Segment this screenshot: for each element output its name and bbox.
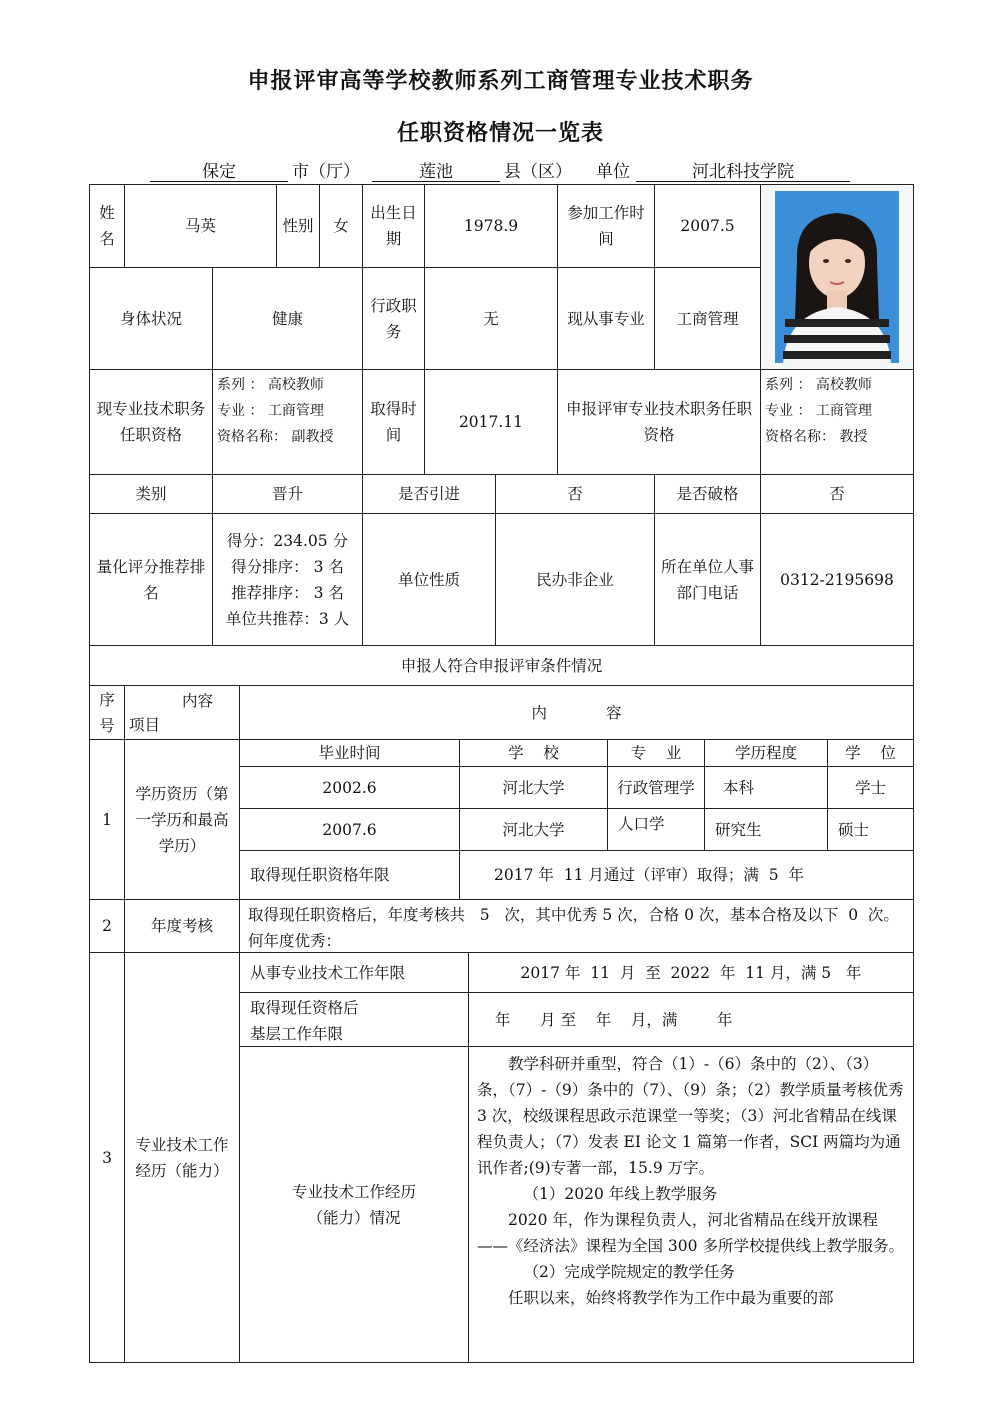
detail-label-line2: （能力）情况 [307, 1208, 401, 1227]
detail-paragraph: （1）2020 年线上教学服务 [523, 1185, 718, 1203]
city-value: 保定 [150, 157, 288, 182]
term-label: 取得现任职资格年限 [240, 851, 460, 900]
document-title-line2: 任职资格情况一览表 [396, 121, 604, 146]
work-start-label: 参加工作时间 [558, 185, 655, 268]
major-label: 现从事专业 [558, 268, 655, 370]
gender-value: 女 [320, 185, 363, 268]
edu-header-level: 学历程度 [705, 740, 828, 767]
apply-qualification-label: 申报评审专业技术职务任职资格 [558, 370, 761, 475]
current-series: 系列 ： 高校教师 [217, 377, 324, 393]
experience-no: 3 [90, 953, 125, 1363]
phone-value: 0312-2195698 [761, 514, 914, 646]
obtain-value: 2017.11 [425, 370, 558, 475]
detail-label [240, 1047, 469, 1363]
apply-series: 系列 ： 高校教师 [765, 377, 872, 393]
detail-label-line1: 专业技术工作经历 [291, 1182, 416, 1201]
introduced-label: 是否引进 [363, 475, 496, 514]
exception-label: 是否破格 [655, 475, 761, 514]
detail-paragraph: （2）完成学院规定的教学任务 [523, 1263, 735, 1281]
grassroots-label [240, 993, 469, 1047]
current-title: 资格名称： 副教授 [217, 429, 334, 445]
applicant-photo [761, 185, 914, 370]
category-value: 晋升 [213, 475, 363, 514]
term-value: 2017 年 11 月通过（评审）取得；满 5 年 [460, 851, 914, 900]
unit-recommend-count: 单位共推荐：3 人 [225, 609, 350, 628]
edu-header-school: 学 校 [460, 740, 608, 767]
edu-row2-school: 河北大学 [460, 809, 608, 851]
document-title-line1: 申报评审高等学校教师系列工商管理专业技术职务 [247, 69, 754, 94]
score-label: 量化评分推荐排名 [90, 514, 213, 646]
col-header-item [125, 686, 240, 740]
county-suffix: 县（区） [504, 162, 572, 182]
edu-header-major: 专 业 [608, 740, 705, 767]
score-rank: 得分排序： 3 名 [231, 557, 344, 576]
work-years-label: 从事专业技术工作年限 [240, 953, 469, 993]
qualification-table [89, 184, 914, 1363]
annual-text: 取得现任职资格后，年度考核共 5 次，其中优秀 5 次，合格 0 次，基本合格及以下 0 次。何年度优秀： [240, 900, 914, 953]
admin-value: 无 [425, 268, 558, 370]
obtain-label: 取得时间 [363, 370, 425, 475]
grassroots-label-line2: 基层工作年限 [250, 1025, 344, 1043]
detail-text [469, 1047, 914, 1363]
health-value: 健康 [213, 268, 363, 370]
county-value: 莲池 [372, 157, 500, 182]
experience-label: 专业技术工作经历（能力） [125, 953, 240, 1363]
conditions-section-title: 申报人符合申报评审条件情况 [90, 646, 914, 686]
edu-row1-major: 行政管理学 [608, 767, 705, 809]
unit-type-value: 民办非企业 [496, 514, 655, 646]
edu-row1-level: 本科 [705, 767, 828, 809]
edu-row1-school: 河北大学 [460, 767, 608, 809]
health-label: 身体状况 [90, 268, 213, 370]
apply-major: 专业 ： 工商管理 [765, 403, 872, 419]
unit-label: 单位 [596, 162, 630, 182]
exception-value: 否 [761, 475, 914, 514]
grassroots-label-line1: 取得现任资格后 [250, 999, 359, 1017]
grassroots-value: 年 月 至 年 月，满 年 [469, 993, 914, 1047]
edu-row2-major: 人口学 [608, 809, 705, 851]
work-years-value: 2017 年 11 月 至 2022 年 11 月，满 5 年 [469, 953, 914, 993]
current-qualification-label: 现专业技术职务任职资格 [90, 370, 213, 475]
detail-paragraph: 任职以来，始终将教学作为工作中最为重要的部 [508, 1289, 834, 1307]
current-major: 专业 ： 工商管理 [217, 403, 324, 419]
education-label: 学历资历（第一学历和最高学历） [125, 740, 240, 900]
admin-label: 行政职务 [363, 268, 425, 370]
work-start-value: 2007.5 [655, 185, 761, 268]
score-value [213, 514, 363, 646]
edu-row2-graduation: 2007.6 [240, 809, 460, 851]
score-points: 得分：234.05 分 [226, 531, 349, 550]
portrait-image [775, 191, 899, 363]
phone-label: 所在单位人事部门电话 [655, 514, 761, 646]
apply-qualification-value [761, 370, 914, 475]
birth-value: 1978.9 [425, 185, 558, 268]
name-label: 姓名 [90, 185, 125, 268]
birth-label: 出生日期 [363, 185, 425, 268]
col-header-item-bottom: 项目 [129, 715, 161, 734]
edu-row2-level: 研究生 [705, 809, 828, 851]
introduced-value: 否 [496, 475, 655, 514]
unit-type-label: 单位性质 [363, 514, 496, 646]
annual-label: 年度考核 [125, 900, 240, 953]
edu-header-graduation: 毕业时间 [240, 740, 460, 767]
city-suffix: 市（厅） [292, 162, 360, 182]
edu-row1-degree: 学士 [828, 767, 914, 809]
major-value: 工商管理 [655, 268, 761, 370]
col-header-item-top: 内容 [181, 691, 213, 710]
gender-label: 性别 [277, 185, 320, 268]
edu-row2-degree: 硕士 [828, 809, 914, 851]
unit-value: 河北科技学院 [636, 157, 850, 182]
name-value: 马英 [125, 185, 277, 268]
current-qualification-value [213, 370, 363, 475]
edu-header-degree: 学 位 [828, 740, 914, 767]
recommend-rank: 推荐排序： 3 名 [231, 583, 344, 602]
annual-no: 2 [90, 900, 125, 953]
col-header-no: 序号 [90, 686, 125, 740]
education-no: 1 [90, 740, 125, 900]
edu-row1-graduation: 2002.6 [240, 767, 460, 809]
detail-paragraph: 教学科研并重型，符合（1）-（6）条中的（2）、（3）条，（7）-（9）条中的（7）、（9）条；（2）教学质量考核优秀 3 次，校级课程思政示范课堂一等奖；（3）河北省精品在线课程负责人；（7）发表 EI 论文 1 篇第一作者，SCI 两篇均为通讯作者;(9)专著一部，15.9 万字。 [477, 1055, 904, 1177]
col-header-content: 内 容 [240, 686, 914, 740]
apply-title: 资格名称： 教授 [765, 429, 868, 445]
detail-paragraph: 2020 年，作为课程负责人，河北省精品在线开放课程——《经济法》课程为全国 300 多所学校提供线上教学服务。 [477, 1211, 904, 1255]
category-label: 类别 [90, 475, 213, 514]
